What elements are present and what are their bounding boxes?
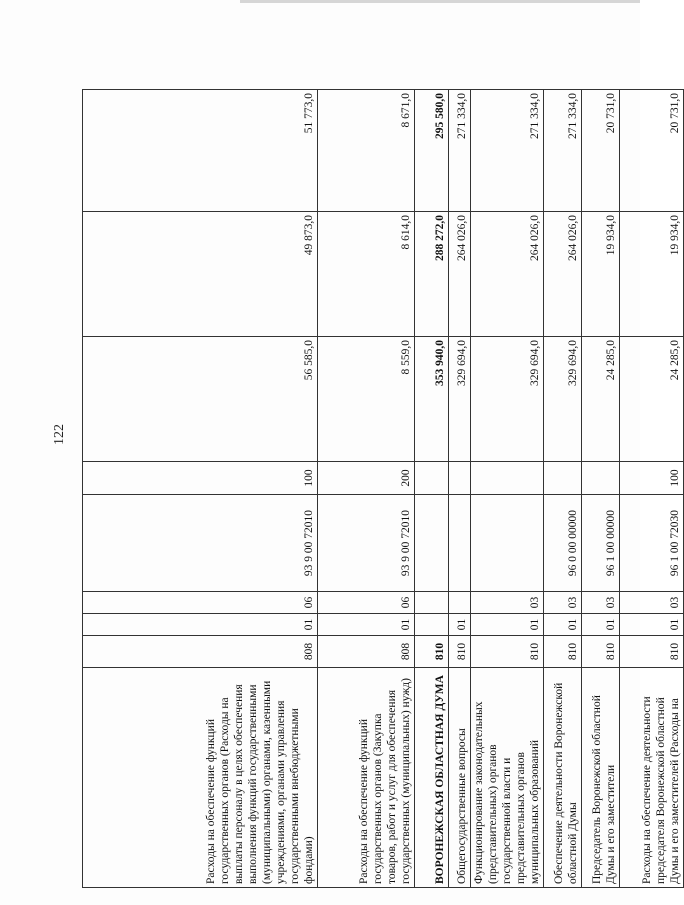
row-csr-code: [471, 495, 544, 592]
row-rz-code: [415, 614, 449, 636]
row-ved-code: 808: [83, 636, 318, 668]
row-pr-code: 03: [620, 592, 684, 614]
row-pr-code: 06: [318, 592, 415, 614]
row-value-3: 20 731,0: [620, 90, 684, 212]
budget-table: [82, 89, 684, 888]
table-row: [582, 90, 620, 888]
row-csr-code: 96 1 00 72030: [620, 495, 684, 592]
row-description: Общегосударственные вопросы: [449, 668, 471, 888]
row-description: Расходы на обеспечение деятельности председателя Воронежской областной Думы и его заместителей (Расходы на: [620, 668, 684, 888]
row-value-1: 353 940,0: [415, 337, 449, 462]
row-rz-code: 01: [449, 614, 471, 636]
page-number: 122: [52, 424, 67, 445]
row-value-3: 51 773,0: [83, 90, 318, 212]
row-description: Председатель Воронежской областной Думы и его заместители: [582, 668, 620, 888]
row-ved-code: 810: [544, 636, 582, 668]
row-csr-code: [449, 495, 471, 592]
row-value-1: 329 694,0: [449, 337, 471, 462]
row-value-1: 56 585,0: [83, 337, 318, 462]
row-pr-code: [415, 592, 449, 614]
row-value-1: 24 285,0: [582, 337, 620, 462]
row-value-3: 20 731,0: [582, 90, 620, 212]
row-csr-code: 93 9 00 72010: [83, 495, 318, 592]
row-vr-code: [544, 462, 582, 495]
row-value-2: 288 272,0: [415, 212, 449, 337]
row-pr-code: 03: [471, 592, 544, 614]
row-description: Функционирование законодательных (представительных) органов государственной власти и представительных органов муниципальных образований: [471, 668, 544, 888]
row-vr-code: 100: [620, 462, 684, 495]
row-value-2: 19 934,0: [620, 212, 684, 337]
row-csr-code: 96 0 00 00000: [544, 495, 582, 592]
row-rz-code: 01: [544, 614, 582, 636]
row-value-2: 19 934,0: [582, 212, 620, 337]
row-rz-code: 01: [318, 614, 415, 636]
row-ved-code: 810: [582, 636, 620, 668]
row-rz-code: 01: [582, 614, 620, 636]
row-rz-code: 01: [471, 614, 544, 636]
table-body: [83, 90, 684, 888]
table-row: [318, 90, 415, 888]
row-description: Расходы на обеспечение функций государственных органов (Расходы на выплаты персоналу в целях обеспечения выполнения функций государственными (муниципальными) органами, казенными учреждениями, органами управления государственными внебюджетными фондами): [83, 668, 318, 888]
row-value-3: 295 580,0: [415, 90, 449, 212]
row-value-3: 8 671,0: [318, 90, 415, 212]
row-vr-code: [471, 462, 544, 495]
row-ved-code: 808: [318, 636, 415, 668]
row-description: ВОРОНЕЖСКАЯ ОБЛАСТНАЯ ДУМА: [415, 668, 449, 888]
row-value-3: 271 334,0: [471, 90, 544, 212]
row-rz-code: 01: [83, 614, 318, 636]
table-row: [471, 90, 544, 888]
row-value-1: 8 559,0: [318, 337, 415, 462]
row-value-2: 264 026,0: [544, 212, 582, 337]
row-value-3: 271 334,0: [544, 90, 582, 212]
row-pr-code: 03: [582, 592, 620, 614]
row-value-1: 24 285,0: [620, 337, 684, 462]
row-csr-code: 96 1 00 00000: [582, 495, 620, 592]
table-row: [83, 90, 318, 888]
row-vr-code: 200: [318, 462, 415, 495]
row-vr-code: [449, 462, 471, 495]
row-description: Обеспечение деятельности Воронежской областной Думы: [544, 668, 582, 888]
table-row: [449, 90, 471, 888]
row-value-1: 329 694,0: [544, 337, 582, 462]
row-vr-code: [582, 462, 620, 495]
row-value-3: 271 334,0: [449, 90, 471, 212]
row-value-2: 264 026,0: [471, 212, 544, 337]
row-value-2: 49 873,0: [83, 212, 318, 337]
row-description: Расходы на обеспечение функций государственных органов (Закупка товаров, работ и услуг для обеспечения государственных (муниципальных) нужд): [318, 668, 415, 888]
row-value-1: 329 694,0: [471, 337, 544, 462]
row-ved-code: 810: [471, 636, 544, 668]
table-row: [415, 90, 449, 888]
row-vr-code: 100: [83, 462, 318, 495]
row-pr-code: 03: [544, 592, 582, 614]
row-value-2: 8 614,0: [318, 212, 415, 337]
row-value-2: 264 026,0: [449, 212, 471, 337]
row-rz-code: 01: [620, 614, 684, 636]
rotated-table-container: [82, 90, 682, 888]
table-row: [620, 90, 684, 888]
row-ved-code: 810: [620, 636, 684, 668]
scan-edge-line: [240, 0, 640, 3]
row-csr-code: 93 9 00 72010: [318, 495, 415, 592]
row-ved-code: 810: [449, 636, 471, 668]
row-pr-code: 06: [83, 592, 318, 614]
row-csr-code: [415, 495, 449, 592]
row-pr-code: [449, 592, 471, 614]
row-ved-code: 810: [415, 636, 449, 668]
row-vr-code: [415, 462, 449, 495]
table-row: [544, 90, 582, 888]
